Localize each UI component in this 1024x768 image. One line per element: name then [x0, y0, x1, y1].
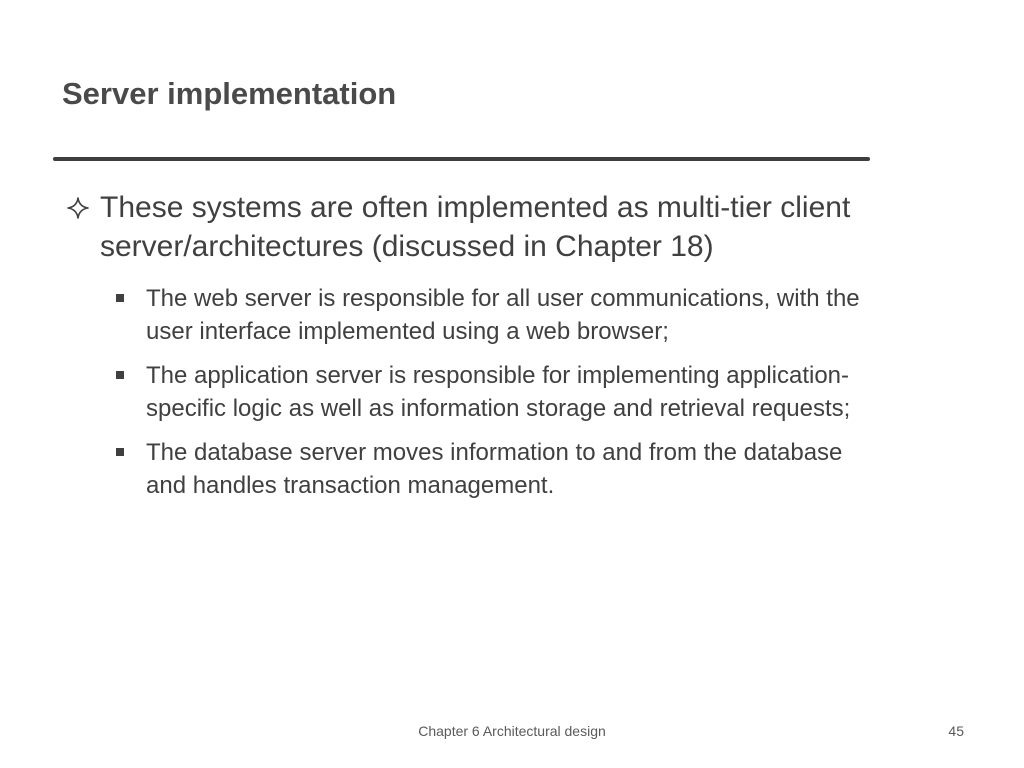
sub-bullet-text: The web server is responsible for all user communications, with the user interface implemented using a web browser; — [146, 285, 860, 345]
footer-page-number: 45 — [948, 723, 964, 739]
slide-title: Server implementation — [62, 76, 397, 111]
bullet-level1-text: These systems are often implemented as multi-tier client server/architectures (discussed in Chapter 18) — [100, 191, 851, 263]
sub-bullet-text: The application server is responsible for implementing application-specific logic as well as information storage and retrieval requests; — [146, 362, 851, 422]
square-bullet-icon — [116, 294, 124, 302]
title-underline — [53, 157, 870, 161]
square-bullet-icon — [116, 371, 124, 379]
bullet-level1 — [66, 188, 966, 266]
sub-bullet-text: The database server moves information to and from the database and handles transaction management. — [146, 439, 843, 499]
star-bullet-icon — [66, 188, 92, 227]
sub-bullet-item — [66, 359, 866, 425]
footer-chapter-label: Chapter 6 Architectural design — [418, 723, 606, 739]
sub-bullet-item — [66, 436, 866, 502]
square-bullet-icon — [116, 448, 124, 456]
sub-bullet-list — [66, 282, 966, 502]
sub-bullet-item — [66, 282, 866, 348]
slide-body — [66, 188, 966, 513]
